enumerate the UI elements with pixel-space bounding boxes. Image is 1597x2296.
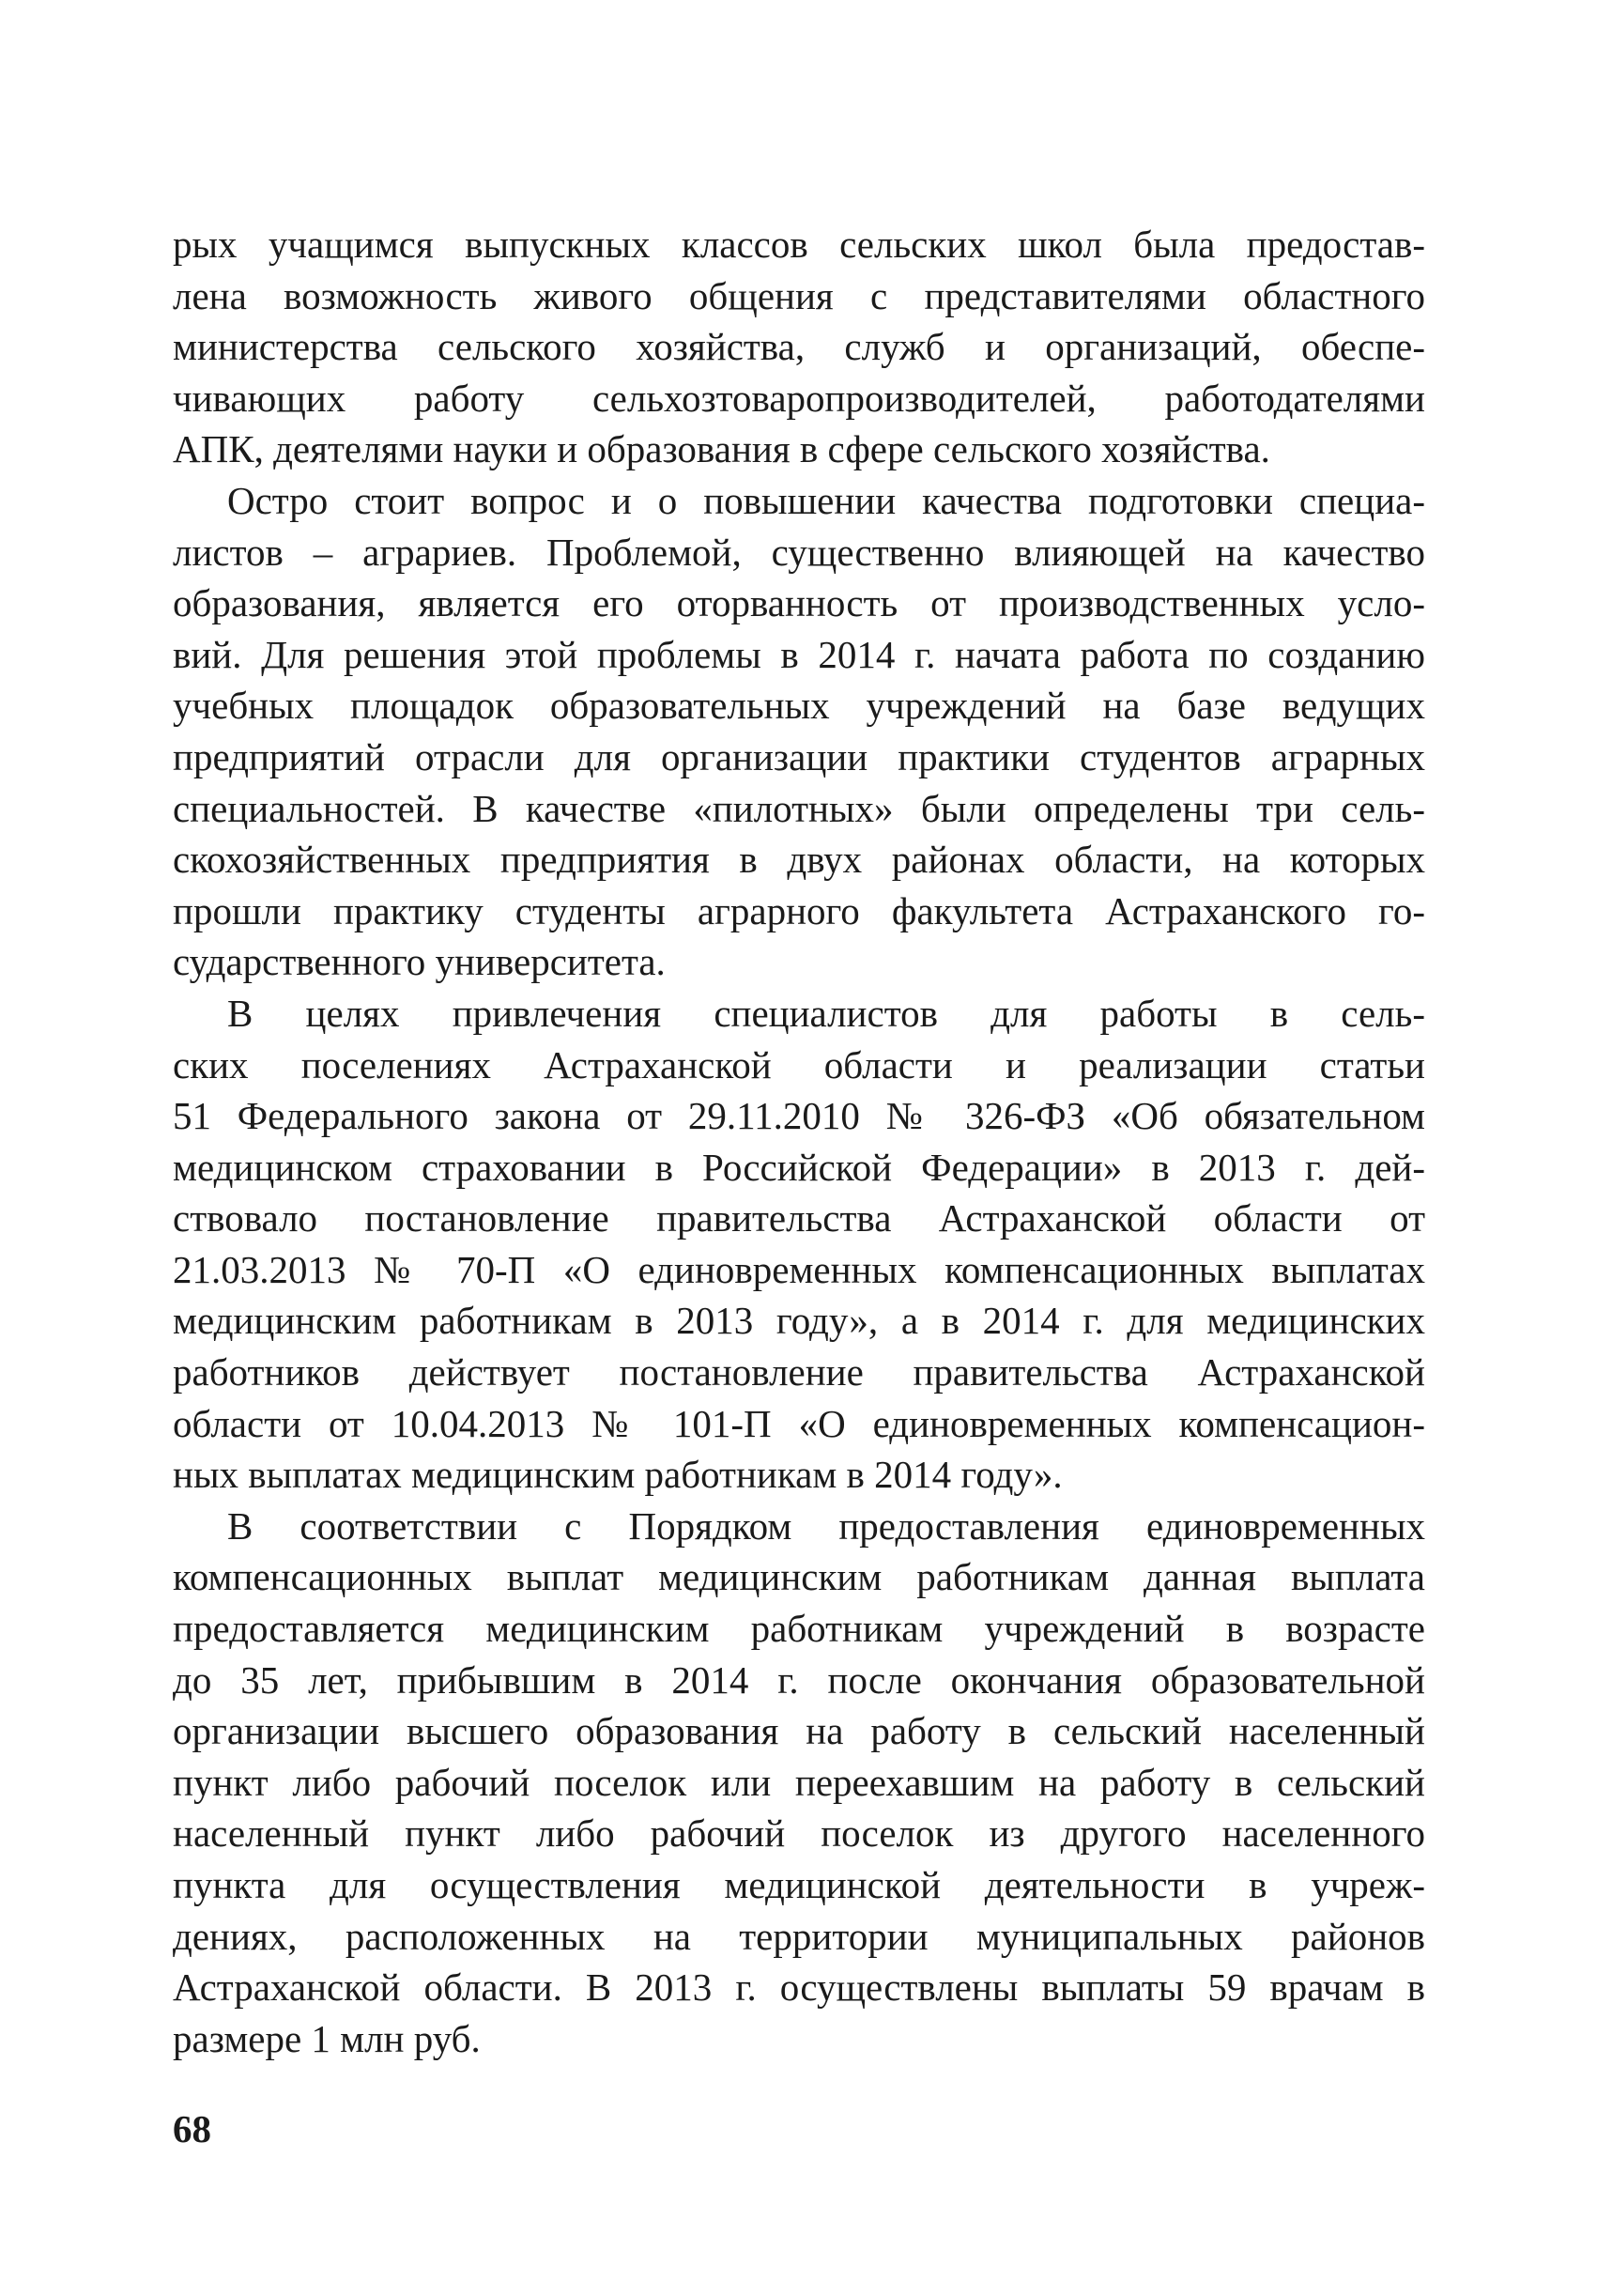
text-line: 21.03.2013 № 70-П «О единовременных компенсационных выплатах: [173, 1247, 1425, 1291]
text-line: размере 1 млн руб.: [173, 2016, 481, 2060]
page-number: 68: [173, 2107, 211, 2150]
text-line: работников действует постановление правительства Астраханской: [173, 1350, 1425, 1395]
text-line: организации высшего образования на работу в сельский населенный: [173, 1709, 1425, 1753]
text-line: образования, является его оторванность от производственных усло-: [173, 581, 1425, 625]
text-line: пункт либо рабочий поселок или переехавшим на работу в сельский: [173, 1760, 1425, 1804]
text-line: ствовало постановление правительства Астраханской области от: [173, 1196, 1425, 1240]
text-line: лена возможность живого общения с представителями областного: [173, 273, 1425, 317]
text-line: учебных площадок образовательных учреждений на базе ведущих: [173, 684, 1425, 728]
text-line: компенсационных выплат медицинским работникам данная выплата: [173, 1555, 1425, 1599]
paragraph-compensation-order: [173, 1501, 1425, 2065]
text-line: Остро стоит вопрос и о повышении качества подготовки специа-: [227, 478, 1425, 522]
text-line: области от 10.04.2013 № 101-П «О единовременных компенсацион-: [173, 1401, 1425, 1445]
paragraph-continuation: [173, 219, 1425, 475]
text-line: 51 Федерального закона от 29.11.2010 № 326-ФЗ «Об обязательном: [173, 1094, 1425, 1138]
paragraph-training-quality: [173, 475, 1425, 988]
text-line: сударственного университета.: [173, 940, 666, 984]
text-line: пункта для осуществления медицинской деятельности в учреж-: [173, 1863, 1425, 1906]
text-line: министерства сельского хозяйства, служб и организаций, обеспе-: [173, 325, 1425, 369]
text-line: дениях, расположенных на территории муниципальных районов: [173, 1914, 1425, 1958]
paragraph-medical-specialists: [173, 988, 1425, 1501]
text-line: медицинским работникам в 2013 году», а в 2014 г. для медицинских: [173, 1299, 1425, 1343]
text-line: В соответствии с Порядком предоставления единовременных: [227, 1503, 1425, 1548]
text-line: ских поселениях Астраханской области и реализации статьи: [173, 1042, 1425, 1086]
text-line: В целях привлечения специалистов для работы в сель-: [227, 991, 1425, 1035]
text-line: предприятий отрасли для организации практики студентов аграрных: [173, 734, 1425, 778]
text-line: вий. Для решения этой проблемы в 2014 г. начата работа по созданию: [173, 632, 1425, 676]
text-line: до 35 лет, прибывшим в 2014 г. после окончания образовательной: [173, 1657, 1425, 1702]
text-line: листов – аграриев. Проблемой, существенно влияющей на качество: [173, 530, 1425, 574]
text-line: скохозяйственных предприятия в двух районах области, на которых: [173, 838, 1425, 882]
text-line: Астраханской области. В 2013 г. осуществлены выплаты 59 врачам в: [173, 1965, 1425, 2010]
text-line: ных выплатах медицинским работникам в 2014 году».: [173, 1453, 1063, 1497]
text-line: прошли практику студенты аграрного факультета Астраханского го-: [173, 888, 1425, 932]
text-line: специальностей. В качестве «пилотных» были определены три сель-: [173, 786, 1425, 830]
text-line: рых учащимся выпускных классов сельских школ была предостав-: [173, 223, 1425, 266]
text-line: чивающих работу сельхозтоваропроизводителей, работодателями: [173, 376, 1425, 420]
text-line: населенный пункт либо рабочий поселок из другого населенного: [173, 1811, 1425, 1856]
text-line: предоставляется медицинским работникам учреждений в возрасте: [173, 1607, 1425, 1651]
text-line: АПК, деятелями науки и образования в сфере сельского хозяйства.: [173, 427, 1270, 471]
text-line: медицинском страховании в Российской Федерации» в 2013 г. дей-: [173, 1145, 1425, 1189]
body-text: [173, 219, 1425, 2064]
